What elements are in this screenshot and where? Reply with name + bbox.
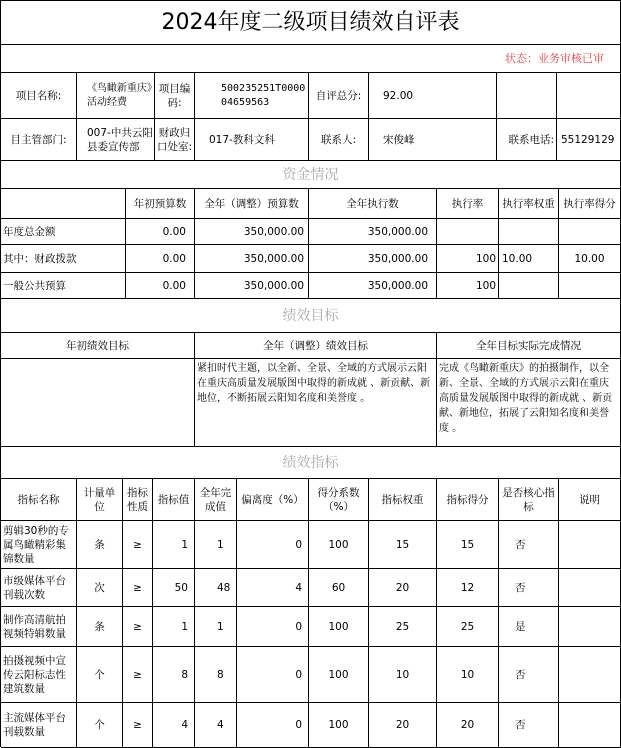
indicator-header-8: 指标权重 [369,479,437,521]
indicator-done-cell: 1 [195,607,237,647]
indicator-target-cell: 50 [153,569,195,607]
funds-header-5: 执行率权重 [499,189,559,219]
indicator-coef-cell: 100 [309,607,369,647]
indicators-section-title: 绩效指标 [1,447,621,479]
funds-cell [499,219,559,245]
funds-cell: 350,000.00 [195,219,309,245]
funds-cell: 0.00 [126,273,195,299]
indicator-header-6: 偏离度（%） [237,479,309,521]
indicator-header-3: 指标性质 [123,479,153,521]
indicator-coef-cell: 100 [309,703,369,748]
indicator-core-cell: 否 [499,647,559,703]
funds-section-title: 资金情况 [1,161,621,189]
indicator-core-cell: 否 [499,521,559,569]
funds-cell: 10.00 [499,245,559,273]
funds-cell [559,219,621,245]
indicator-note-cell [559,607,621,647]
goals-adjusted-value: 紧扣时代主题，以全新、全景、全域的方式展示云阳在重庆高质量发展版图中取得的新成就 、新贡献、新地位，不断拓展云阳知名度和美誉度 。 [195,359,437,447]
funds-header-3: 全年执行数 [309,189,437,219]
indicator-dev-cell: 4 [237,569,309,607]
indicator-coef-cell: 100 [309,521,369,569]
indicator-header-9: 指标得分 [437,479,499,521]
funds-cell: 100 [437,245,499,273]
project-code-value: 500235251T000004659563 [195,73,309,119]
goals-actual-value: 完成《鸟瞰新重庆》的拍摄制作，以全新、全景、全域的方式展示云阳在重庆高质量发展版图中取得的新成就 、新贡献、新地位，拓展了云阳知名度和美誉度 。 [437,359,621,447]
project-name-label: 项目名称: [1,73,77,119]
indicator-header-2: 计量单位 [77,479,123,521]
finance-value: 017-教科文科 [195,119,309,161]
indicator-nature-cell: ≥ [123,521,153,569]
funds-row-label: 其中：财政拨款 [1,245,126,273]
funds-cell: 0.00 [126,245,195,273]
indicator-dev-cell: 0 [237,521,309,569]
indicator-header-11: 说明 [559,479,621,521]
funds-header-6: 执行率得分 [559,189,621,219]
funds-cell: 350,000.00 [195,273,309,299]
funds-header-4: 执行率 [437,189,499,219]
indicator-done-cell: 4 [195,703,237,748]
finance-label: 财政归口处室: [155,119,195,161]
indicator-done-cell: 1 [195,521,237,569]
indicator-weight-cell: 25 [369,607,437,647]
indicator-score-cell: 10 [437,647,499,703]
indicator-header-7: 得分系数（%） [309,479,369,521]
funds-row-label: 年度总金额 [1,219,126,245]
page-title: 2024年度二级项目绩效自评表 [1,1,621,45]
indicator-unit-cell: 个 [77,703,123,748]
funds-cell [559,273,621,299]
indicator-target-cell: 1 [153,607,195,647]
goals-header-adjusted: 全年（调整）绩效目标 [195,333,437,359]
indicator-done-cell: 8 [195,647,237,703]
dept-value: 007-中共云阳县委宣传部 [77,119,155,161]
project-name-value: 《鸟瞰新重庆》活动经费 [77,73,155,119]
funds-cell: 100 [437,273,499,299]
indicator-weight-cell: 15 [369,521,437,569]
indicator-name-cell: 制作高清航拍视频特辑数量 [1,607,77,647]
funds-cell: 350,000.00 [309,219,437,245]
indicator-header-1: 指标名称 [1,479,77,521]
self-score-value: 92.00 [369,73,497,119]
indicator-score-cell: 15 [437,521,499,569]
indicator-core-cell: 否 [499,703,559,748]
indicator-note-cell [559,521,621,569]
indicator-coef-cell: 60 [309,569,369,607]
indicator-header-4: 指标值 [153,479,195,521]
indicator-name-cell: 主流媒体平台刊载数量 [1,703,77,748]
contact-label: 联系人: [309,119,369,161]
indicator-dev-cell: 0 [237,647,309,703]
indicator-score-cell: 20 [437,703,499,748]
indicator-score-cell: 12 [437,569,499,607]
indicator-weight-cell: 20 [369,703,437,748]
indicator-weight-cell: 20 [369,569,437,607]
indicator-coef-cell: 100 [309,647,369,703]
blank-2 [557,73,621,119]
funds-header-1: 年初预算数 [126,189,195,219]
dept-label: 目主管部门: [1,119,77,161]
indicator-dev-cell: 0 [237,703,309,748]
project-code-label: 项目编码: [155,73,195,119]
indicator-name-cell: 拍摄视频中宣传云阳标志性建筑数量 [1,647,77,703]
indicator-nature-cell: ≥ [123,569,153,607]
funds-cell: 350,000.00 [195,245,309,273]
indicator-nature-cell: ≥ [123,607,153,647]
indicator-core-cell: 否 [499,569,559,607]
indicator-target-cell: 1 [153,521,195,569]
contact-value: 宋俊峰 [369,119,497,161]
indicator-header-5: 全年完成值 [195,479,237,521]
indicator-dev-cell: 0 [237,607,309,647]
goals-initial-value [1,359,195,447]
indicator-unit-cell: 条 [77,607,123,647]
indicator-note-cell [559,703,621,748]
indicator-target-cell: 8 [153,647,195,703]
indicator-note-cell [559,647,621,703]
blank-1 [497,73,557,119]
funds-cell: 350,000.00 [309,273,437,299]
goals-header-actual: 全年目标实际完成情况 [437,333,621,359]
indicator-score-cell: 25 [437,607,499,647]
indicator-nature-cell: ≥ [123,647,153,703]
indicator-core-cell: 是 [499,607,559,647]
indicator-weight-cell: 10 [369,647,437,703]
funds-cell: 350,000.00 [309,245,437,273]
funds-cell [499,273,559,299]
indicator-name-cell: 剪辑30秒的专属鸟瞰精彩集锦数量 [1,521,77,569]
indicator-note-cell [559,569,621,607]
indicator-nature-cell: ≥ [123,703,153,748]
funds-cell: 10.00 [559,245,621,273]
indicator-target-cell: 4 [153,703,195,748]
status-badge: 状态：业务审核已审 [1,45,621,73]
phone-label: 联系电话: [497,119,557,161]
indicator-unit-cell: 次 [77,569,123,607]
funds-header-2: 全年（调整）预算数 [195,189,309,219]
funds-cell: 0.00 [126,219,195,245]
indicator-header-10: 是否核心指标 [499,479,559,521]
funds-cell [437,219,499,245]
indicator-name-cell: 市级媒体平台刊载次数 [1,569,77,607]
indicator-done-cell: 48 [195,569,237,607]
phone-value: 55129129 [557,119,621,161]
indicator-unit-cell: 条 [77,521,123,569]
funds-row-label: 一般公共预算 [1,273,126,299]
self-score-label: 自评总分: [309,73,369,119]
goals-section-title: 绩效目标 [1,299,621,333]
goals-header-initial: 年初绩效目标 [1,333,195,359]
indicator-unit-cell: 个 [77,647,123,703]
funds-header-blank [1,189,126,219]
